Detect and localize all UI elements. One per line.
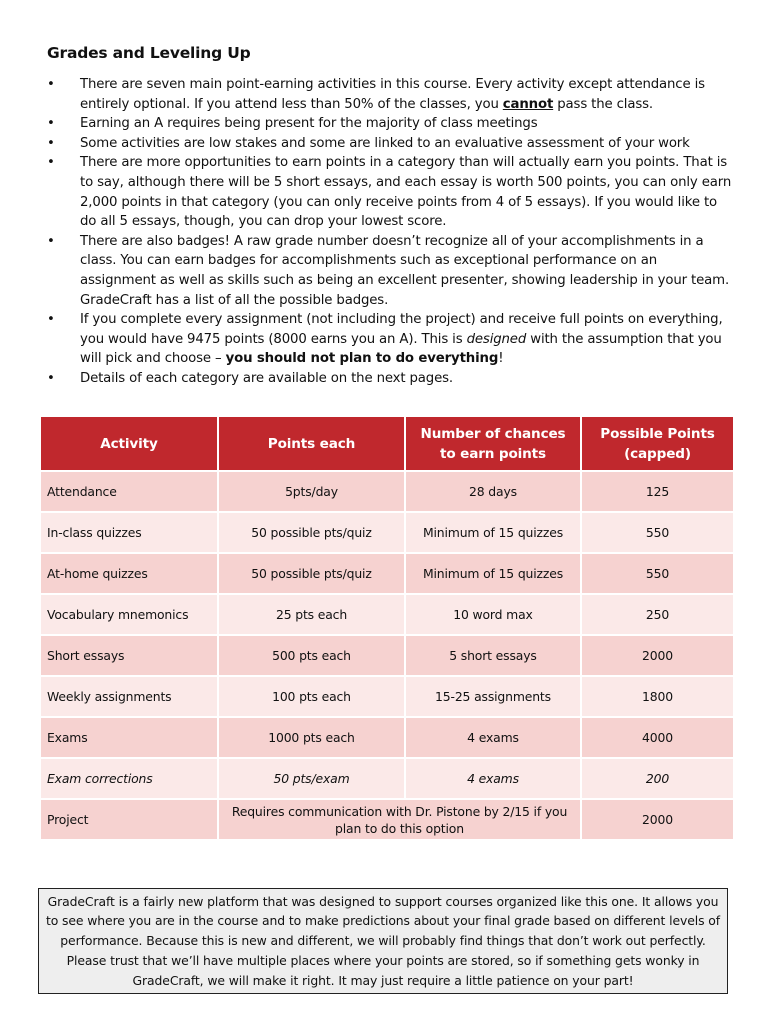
bullet-marker: • bbox=[47, 233, 55, 249]
cell-points-each: 50 pts/exam bbox=[218, 758, 405, 799]
cell-activity: Project bbox=[40, 799, 218, 840]
table-row bbox=[40, 512, 734, 553]
cell-chances: 4 exams bbox=[405, 758, 581, 799]
cell-possible: 2000 bbox=[581, 799, 734, 840]
table-header-row bbox=[40, 416, 734, 471]
cell-chances: 10 word max bbox=[405, 594, 581, 635]
cell-points-each: 50 possible pts/quiz bbox=[218, 553, 405, 594]
emphasis-not-everything: you should not plan to do everything bbox=[225, 351, 499, 367]
cell-chances: 5 short essays bbox=[405, 635, 581, 676]
cell-possible: 2000 bbox=[581, 635, 734, 676]
cell-activity: Attendance bbox=[40, 471, 218, 512]
table-row bbox=[40, 758, 734, 799]
cell-points-each: 100 pts each bbox=[218, 676, 405, 717]
header-points-each: Points each bbox=[218, 416, 405, 471]
cell-activity: Exam corrections bbox=[40, 758, 218, 799]
bullet-item-details bbox=[47, 369, 732, 389]
cell-points-each: 1000 pts each bbox=[218, 717, 405, 758]
cell-possible: 550 bbox=[581, 553, 734, 594]
cell-project-note: Requires communication with Dr. Pistone by 2/15 if you plan to do this option bbox=[218, 799, 581, 840]
table-row bbox=[40, 635, 734, 676]
bullet-marker: • bbox=[47, 77, 55, 92]
cell-possible: 200 bbox=[581, 758, 734, 799]
table-row bbox=[40, 717, 734, 758]
cell-activity: Vocabulary mnemonics bbox=[40, 594, 218, 635]
page-title: Grades and Leveling Up bbox=[47, 44, 251, 62]
bullet-text: There are more opportunities to earn points in a category than will actually earn you points. That is to say, although there will be 5 short essays, and each essay is worth 500 points, you can only earn 2,000 points in that category (you can only receive points from 4 of 5 essays). If you would like to do all 5 essays, though, you can drop your lowest score. bbox=[80, 155, 732, 230]
bullet-marker: • bbox=[47, 135, 55, 151]
gradecraft-note-box bbox=[38, 888, 728, 994]
emphasis-designed: designed bbox=[466, 331, 527, 347]
bullet-text: There are seven main point-earning activities in this course. Every activity except attendance is entirely optional. If you attend less than 50% of the classes, you bbox=[80, 77, 705, 112]
emphasis-cannot: cannot bbox=[502, 96, 554, 112]
table-row bbox=[40, 553, 734, 594]
bullet-marker: • bbox=[47, 370, 55, 386]
header-possible-points: Possible Points (capped) bbox=[581, 416, 734, 471]
cell-activity: Exams bbox=[40, 717, 218, 758]
cell-chances: 4 exams bbox=[405, 717, 581, 758]
bullet-text: Some activities are low stakes and some are linked to an evaluative assessment of your work bbox=[80, 135, 690, 151]
table-row bbox=[40, 594, 734, 635]
cell-points-each: 500 pts each bbox=[218, 635, 405, 676]
cell-possible: 125 bbox=[581, 471, 734, 512]
bullet-text: Earning an A requires being present for the majority of class meetings bbox=[80, 116, 538, 132]
cell-activity: Short essays bbox=[40, 635, 218, 676]
cell-activity: Weekly assignments bbox=[40, 676, 218, 717]
cell-chances: Minimum of 15 quizzes bbox=[405, 553, 581, 594]
bullet-item-badges bbox=[47, 232, 732, 310]
cell-chances: 28 days bbox=[405, 471, 581, 512]
bullet-item-total-points bbox=[47, 310, 732, 369]
table-row-project bbox=[40, 799, 734, 840]
points-table bbox=[39, 415, 735, 841]
cell-points-each: 50 possible pts/quiz bbox=[218, 512, 405, 553]
gradecraft-note-text: GradeCraft is a fairly new platform that was designed to support courses organized like this one. It allows you to see where you are in the course and to make predictions about your final grade based on different levels of performance. Because this is new and different, we will probably find things that don’t work out perfectly. Please trust that we’ll have multiple places where your points are stored, so if something gets wonky in GradeCraft, we will make it right. It may just require a little patience on your part! bbox=[45, 893, 721, 988]
cell-points-each: 5pts/day bbox=[218, 471, 405, 512]
bullet-text: Details of each category are available on the next pages. bbox=[80, 370, 453, 386]
bullet-item-earning-a bbox=[47, 114, 732, 134]
cell-possible: 1800 bbox=[581, 676, 734, 717]
header-activity: Activity bbox=[40, 416, 218, 471]
bullet-text: with the assumption that you will pick and choose – bbox=[80, 331, 722, 367]
table-row bbox=[40, 471, 734, 512]
cell-possible: 4000 bbox=[581, 717, 734, 758]
cell-points-each: 25 pts each bbox=[218, 594, 405, 635]
cell-activity: In-class quizzes bbox=[40, 512, 218, 553]
bullet-marker: • bbox=[47, 155, 55, 171]
bullet-text: ! bbox=[498, 351, 504, 367]
bullet-text: There are also badges! A raw grade number doesn’t recognize all of your accomplishments in a class. You can earn badges for accomplishments such as exceptional performance on an assignment as well as skills such as being an excellent presenter, showing leadership in your team. GradeCraft has a list of all the possible badges. bbox=[80, 233, 730, 308]
cell-activity: At-home quizzes bbox=[40, 553, 218, 594]
cell-possible: 550 bbox=[581, 512, 734, 553]
bullet-item-stakes bbox=[47, 134, 732, 154]
bullet-list bbox=[47, 75, 732, 389]
cell-possible: 250 bbox=[581, 594, 734, 635]
header-number-of-chances: Number of chances to earn points bbox=[405, 416, 581, 471]
cell-chances: 15-25 assignments bbox=[405, 676, 581, 717]
bullet-text: If you complete every assignment (not including the project) and receive full points on everything, you would have 9475 points (8000 earns you an A). This is bbox=[80, 312, 723, 347]
bullet-text: pass the class. bbox=[553, 96, 653, 112]
bullet-item-attendance bbox=[47, 75, 732, 114]
cell-chances: Minimum of 15 quizzes bbox=[405, 512, 581, 553]
bullet-item-opportunities bbox=[47, 153, 732, 231]
bullet-marker: • bbox=[47, 312, 55, 328]
table-row bbox=[40, 676, 734, 717]
bullet-marker: • bbox=[47, 116, 55, 132]
